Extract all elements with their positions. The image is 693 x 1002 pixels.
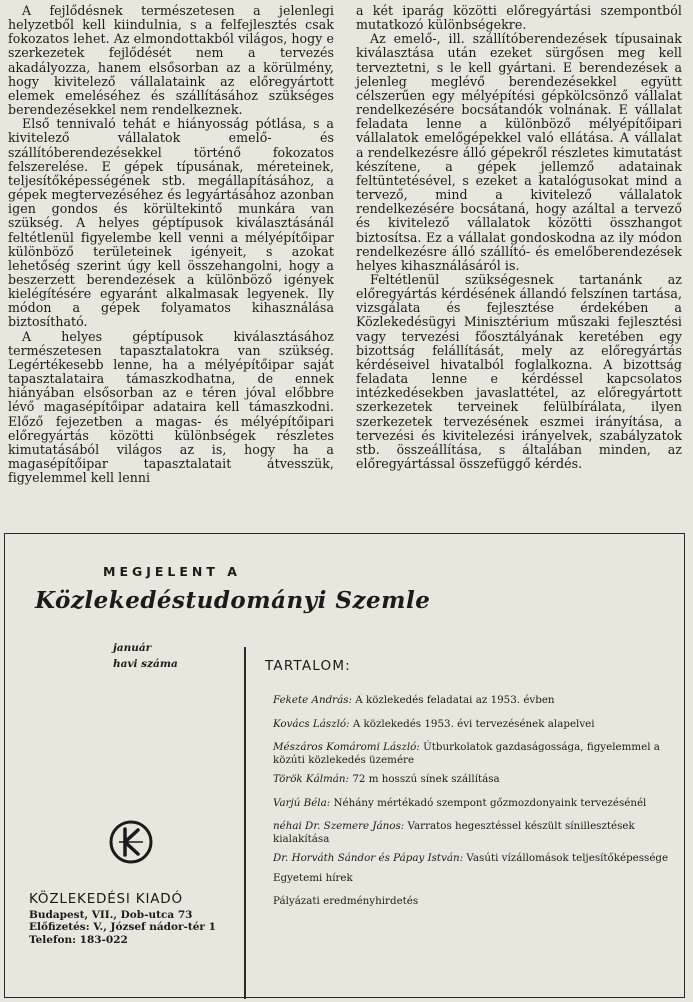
toc-item [273, 797, 678, 810]
divider-line [244, 647, 246, 999]
toc-item [273, 718, 678, 731]
article-paragraph: A fejlődésnek természetesen a jelenlegi helyzetből kell kiindulnia, s a felfejlesztés csak fokozatos lehet. Az elmondottakból világos, hogy e szerkezetek fejlődését nem a tervezés akadályozza, hanem elsősorban az a körülmény, hogy kivitelező vállalataink az előregyártott elemek emeléséhez és szállításához szükséges berendezésekkel nem rendelkeznek. [8, 3, 334, 118]
article-paragraph: A helyes géptípusok kiválasztásához természetesen tapasztalatokra van szükség. Legértékesebb lenne, ha a mélyépítőipar saját tapasztalataira támaszkodhatna, de ennek hiányában elsősorban az e téren jóval előbbre lévő magasépítőipar adataira kell támaszkodni. Előző fejezetben a magas- és mélyépítőipari előregyártás közötti különbségek részletes kimutatásából világos az is, hogy ha a magasépítőipar tapasztalatait átvesszük, figyelemmel kell lenni [8, 328, 334, 486]
toc-author: Török Kálmán: [273, 773, 350, 785]
journal-advertisement [4, 533, 685, 998]
article-paragraph: a két iparág közötti előregyártási szempontból mutatkozó különbségekre. [356, 3, 682, 33]
toc-author: Fekete András: [273, 694, 352, 706]
toc-author: néhai Dr. Szemere János: [273, 820, 405, 832]
issue-month: január [113, 642, 152, 654]
toc-title: A közlekedés feladatai az 1953. évben [355, 694, 555, 706]
article-paragraph: Feltétlenül szükségesnek tartanánk az előregyártás kérdésének állandó felszínen tartása, vizsgálata és fejlesztése érdekében a Közlekedésügyi Minisztérium műszaki fejlesztési vagy tervezési főosztályának keretében egy bizottság felállítását, mely az előregyártás kérdéseivel hivatalból foglalkozna. A bizottság feladata lenne e kérdéssel kapcsolatos intézkedésekben javaslattétel, az előregyártott szerkezetek terveinek felülbírálata, ilyen szerkezetek tervezésének eszmei irányítása, a tervezési és kivitelezési irányelvek, szabályzatok stb. összeállítása, s általában minden, az előregyártással összefüggő kérdés. [356, 271, 682, 471]
toc-title: Varratos hegesztéssel készült sínillesztések kialakítása [273, 820, 635, 845]
kozlekedesi-kiado-logo-icon [108, 819, 154, 865]
toc-title: Néhány mértékadó szempont gőzmozdonyaink tervezésénél [333, 796, 647, 809]
toc-title: A közlekedés 1953. évi tervezésének alapelvei [352, 717, 595, 730]
toc-item [273, 872, 678, 885]
issue-suffix: havi száma [113, 658, 178, 670]
toc-title: Útburkolatok gazdaságossága, figyelemmel a közúti közlekedés üzemére [273, 741, 660, 766]
toc-item [273, 820, 678, 845]
toc-heading: TARTALOM: [265, 658, 351, 674]
toc-item [273, 852, 678, 865]
toc-title: Egyetemi hírek [273, 871, 353, 884]
journal-title: Közlekedéstudományi Szemle [35, 587, 431, 614]
toc-author: Dr. Horváth Sándor és Pápay István: [273, 852, 464, 864]
toc-item [273, 694, 678, 707]
toc-title: 72 m hosszú sínek szállítása [352, 773, 500, 785]
article-paragraph: Az emelő-, ill. szállítóberendezések típusainak kiválasztása után ezeket sürgősen meg kell terveztetni, s le kell gyártani. E berendezések a jelenleg meglévő berendezésekkel együtt célszerűen egy mélyépítési gépkölcsönző vállalat rendelkezésére bocsátandók volnának. E vállalat feladata lenne a különböző mélyépítőipari vállalatok emelőgépekkel való ellátása. A vállalat a rendelkezésre álló gépekről részletes kimutatást készítene, a gépek jellemző adatainak feltüntetésével, s ezeket a katalógusokat mind a tervező, mind a kivitelező vállalatok rendelkezésére bocsátaná, hogy azáltal a tervező és kivitelező vállalatok közötti összhangot biztosítsa. Ez a vállalat gondoskodna az ily módon rendelkezésre álló szállító- és emelőberendezések helyes kihasználásáról is. [356, 31, 682, 273]
article-paragraph: Első tennivaló tehát e hiányosság pótlása, s a kivitelező vállalatok emelő- és szállítóberendezésekkel történő fokozatos felszerelése. E gépek típusának, méreteinek, teljesítőképességének stb. megállapításához, a gépek megtervezéséhez és legyártásához azonban igen gondos és körültekintő munkára van szükség. A helyes géptípusok kiválasztásánál feltétlenül figyelembe kell venni a mélyépítőipar különböző területeinek igényeit, s azokat lehetőség szerint úgy kell összehangolni, hogy a beszerzett berendezések a különböző igények kielégítésére egyaránt alkalmasak legyenek. Ily módon a gépek folyamatos kihasználása biztosítható. [8, 116, 334, 330]
toc-author: Mészáros Komáromi László: [273, 741, 420, 753]
publisher-phone: Telefon: 183-022 [29, 933, 128, 946]
toc-title: Vasúti vízállomások teljesítőképessége [466, 852, 669, 864]
issue-label [113, 640, 178, 672]
toc-item [273, 773, 678, 786]
publisher-info [29, 893, 216, 946]
toc-title: Pályázati eredményhirdetés [273, 895, 419, 907]
publisher-name: KÖZLEKEDÉSI KIADÓ [29, 891, 183, 907]
toc-item [273, 741, 678, 766]
article-right-column [356, 4, 682, 471]
toc-author: Varjú Béla: [273, 796, 331, 809]
table-of-contents [273, 694, 678, 919]
publisher-subscription: Előfizetés: V., József nádor-tér 1 [29, 921, 216, 934]
ad-header: MEGJELENT A [103, 564, 241, 579]
toc-item [273, 895, 678, 908]
publisher-address: Budapest, VII., Dob-utca 73 [29, 908, 193, 921]
toc-author: Kovács László: [273, 717, 350, 730]
article-left-column [8, 4, 334, 485]
